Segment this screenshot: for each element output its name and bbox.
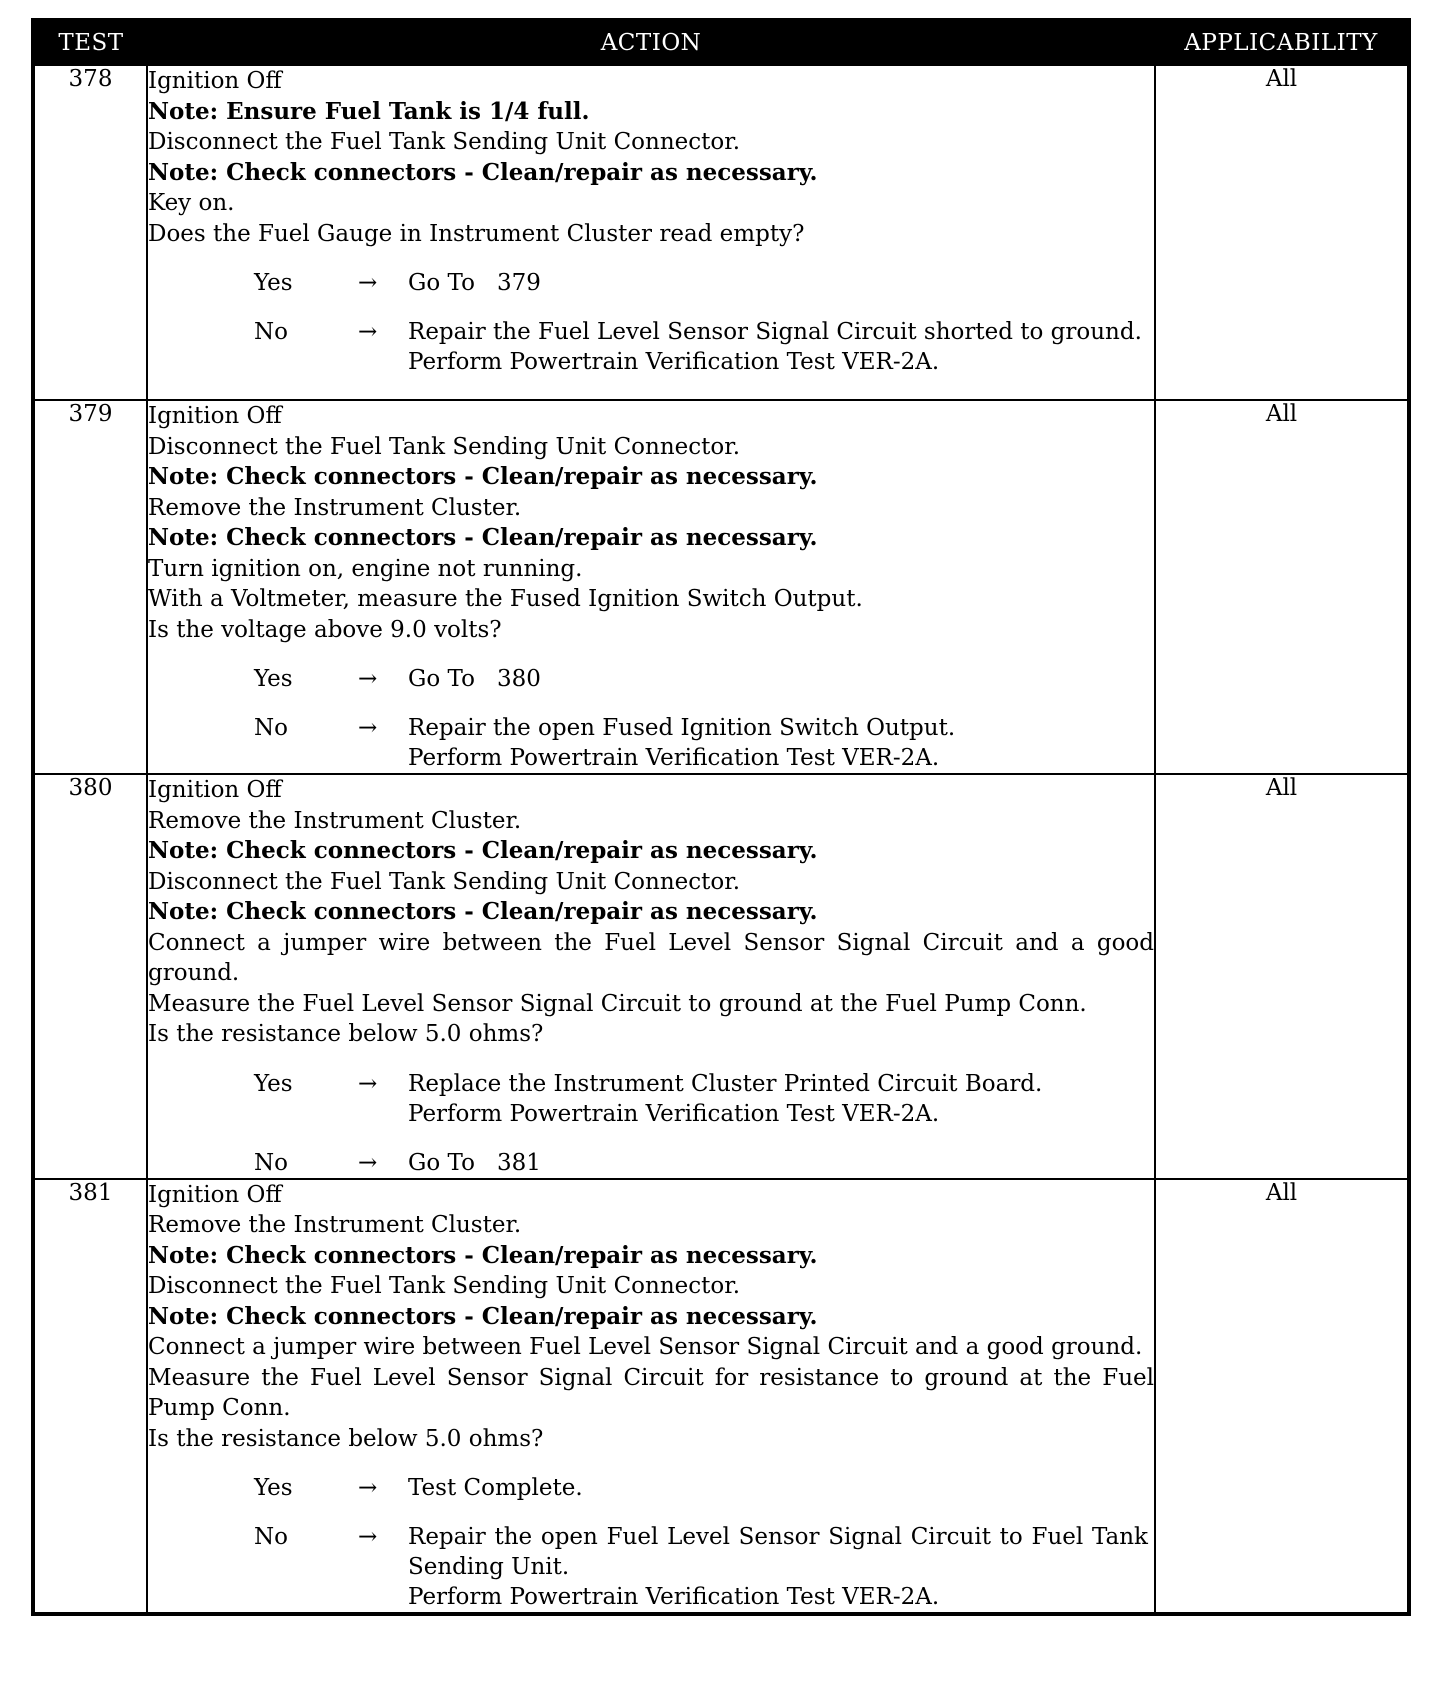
action-note: Note: Check connectors - Clean/repair as necessary.: [148, 837, 818, 864]
action-step: Is the resistance below 5.0 ohms?: [148, 1021, 544, 1047]
branch-label: No: [254, 1149, 288, 1176]
branch-label: Yes: [254, 1475, 293, 1501]
action-step: Disconnect the Fuel Tank Sending Unit Connector.: [148, 868, 741, 895]
branch-text: [408, 1473, 1154, 1503]
right-arrow-icon: →: [358, 1149, 378, 1176]
right-arrow-icon: →: [358, 1475, 378, 1501]
action-step: Measure the Fuel Level Sensor Signal Circuit for resistance to ground at the Fuel Pump Conn.: [148, 1364, 1154, 1421]
action-step: Disconnect the Fuel Tank Sending Unit Connector.: [148, 129, 741, 155]
goto-test-number: 380: [496, 666, 541, 692]
branch-text: [408, 1069, 1154, 1129]
branch-text: [408, 664, 1154, 694]
branch-label: Yes: [254, 270, 293, 296]
branch-label: Yes: [254, 666, 293, 692]
branch-line: Repair the open Fused Ignition Switch Output.: [408, 715, 956, 741]
right-arrow-icon: →: [358, 1524, 378, 1550]
branch-label: No: [254, 1524, 288, 1550]
right-arrow-icon: →: [358, 1070, 378, 1097]
table-row: [33, 1179, 1409, 1615]
branch-line: Repair the Fuel Level Sensor Signal Circuit shorted to ground.: [408, 319, 1142, 345]
action-step: Disconnect the Fuel Tank Sending Unit Connector.: [148, 1273, 741, 1299]
right-arrow-icon: →: [358, 270, 378, 296]
applicability-value: All: [1155, 400, 1409, 774]
test-number: 379: [33, 400, 147, 774]
applicability-value: All: [1155, 65, 1409, 400]
goto-test-number: 381: [496, 1149, 541, 1176]
action-cell: [147, 400, 1155, 774]
table-header-row: [33, 20, 1409, 65]
branch-line: Perform Powertrain Verification Test VER-2A.: [408, 1584, 940, 1610]
branch-text: [408, 1522, 1154, 1612]
header-applicability: APPLICABILITY: [1155, 20, 1409, 65]
action-step: Ignition Off: [148, 68, 282, 94]
branch-line: Perform Powertrain Verification Test VER-2A.: [408, 349, 940, 375]
action-step: Ignition Off: [148, 1181, 282, 1208]
branch-text: [408, 713, 1154, 773]
procedure-page: [31, 18, 1407, 1616]
action-cell: [147, 65, 1155, 400]
action-step: Remove the Instrument Cluster.: [148, 807, 522, 834]
action-step: Connect a jumper wire between the Fuel Level Sensor Signal Circuit and a good ground.: [148, 929, 1154, 986]
action-step: Does the Fuel Gauge in Instrument Cluster read empty?: [148, 220, 805, 247]
test-number: 378: [33, 65, 147, 400]
branch-line: Perform Powertrain Verification Test VER-2A.: [408, 1100, 940, 1127]
no-branch: [148, 1148, 1154, 1178]
branch-line: Replace the Instrument Cluster Printed Circuit Board.: [408, 1070, 1043, 1097]
action-step: Connect a jumper wire between Fuel Level Sensor Signal Circuit and a good ground.: [148, 1334, 1143, 1360]
action-step: Remove the Instrument Cluster.: [148, 1212, 522, 1238]
branch-label: No: [254, 319, 288, 345]
action-step: Measure the Fuel Level Sensor Signal Circuit to ground at the Fuel Pump Conn.: [148, 990, 1087, 1017]
test-number: 380: [33, 774, 147, 1179]
header-test: TEST: [33, 20, 147, 65]
yes-branch: [148, 1069, 1154, 1129]
action-step: Remove the Instrument Cluster.: [148, 494, 522, 521]
branch-text: [408, 268, 1154, 298]
action-step: Is the resistance below 5.0 ohms?: [148, 1425, 544, 1452]
branch-line: Test Complete.: [408, 1475, 583, 1501]
yes-branch: [148, 664, 1154, 694]
table-body: [33, 65, 1409, 1614]
action-step: Ignition Off: [148, 777, 282, 803]
branch-text: [408, 1148, 1154, 1178]
branch-label: Yes: [254, 1070, 293, 1097]
table-row: [33, 65, 1409, 400]
action-step: Turn ignition on, engine not running.: [148, 555, 583, 582]
applicability-value: All: [1155, 1179, 1409, 1615]
goto-label: Go To: [408, 270, 475, 296]
action-note: Note: Check connectors - Clean/repair as necessary.: [148, 1302, 818, 1330]
goto-label: Go To: [408, 666, 475, 692]
action-note: Note: Check connectors - Clean/repair as necessary.: [148, 463, 818, 490]
branch-label: No: [254, 715, 288, 741]
branch-line: Repair the open Fuel Level Sensor Signal Circuit to Fuel Tank Sending Unit.: [408, 1524, 1148, 1580]
header-action: ACTION: [147, 20, 1155, 65]
action-cell: [147, 774, 1155, 1179]
action-step: Is the voltage above 9.0 volts?: [148, 616, 502, 643]
right-arrow-icon: →: [358, 715, 378, 741]
right-arrow-icon: →: [358, 666, 378, 692]
no-branch: [148, 713, 1154, 773]
action-note: Note: Check connectors - Clean/repair as necessary.: [148, 1241, 818, 1269]
diagnostic-procedure-table: [31, 18, 1411, 1616]
right-arrow-icon: →: [358, 319, 378, 345]
applicability-value: All: [1155, 774, 1409, 1179]
yes-branch: [148, 268, 1154, 298]
action-note: Note: Ensure Fuel Tank is 1/4 full.: [148, 97, 590, 125]
action-note: Note: Check connectors - Clean/repair as necessary.: [148, 158, 818, 186]
action-step: Ignition Off: [148, 403, 282, 429]
branch-line: Perform Powertrain Verification Test VER-2A.: [408, 745, 940, 771]
table-row: [33, 774, 1409, 1179]
action-step: Key on.: [148, 190, 235, 216]
no-branch: [148, 1522, 1154, 1612]
test-number: 381: [33, 1179, 147, 1615]
action-step: Disconnect the Fuel Tank Sending Unit Connector.: [148, 433, 741, 460]
yes-branch: [148, 1473, 1154, 1503]
goto-test-number: 379: [496, 270, 541, 296]
action-cell: [147, 1179, 1155, 1615]
no-branch: [148, 317, 1154, 377]
table-row: [33, 400, 1409, 774]
action-note: Note: Check connectors - Clean/repair as necessary.: [148, 898, 818, 925]
action-step: With a Voltmeter, measure the Fused Ignition Switch Output.: [148, 586, 863, 612]
goto-label: Go To: [408, 1149, 475, 1176]
action-note: Note: Check connectors - Clean/repair as necessary.: [148, 524, 818, 551]
branch-text: [408, 317, 1154, 377]
